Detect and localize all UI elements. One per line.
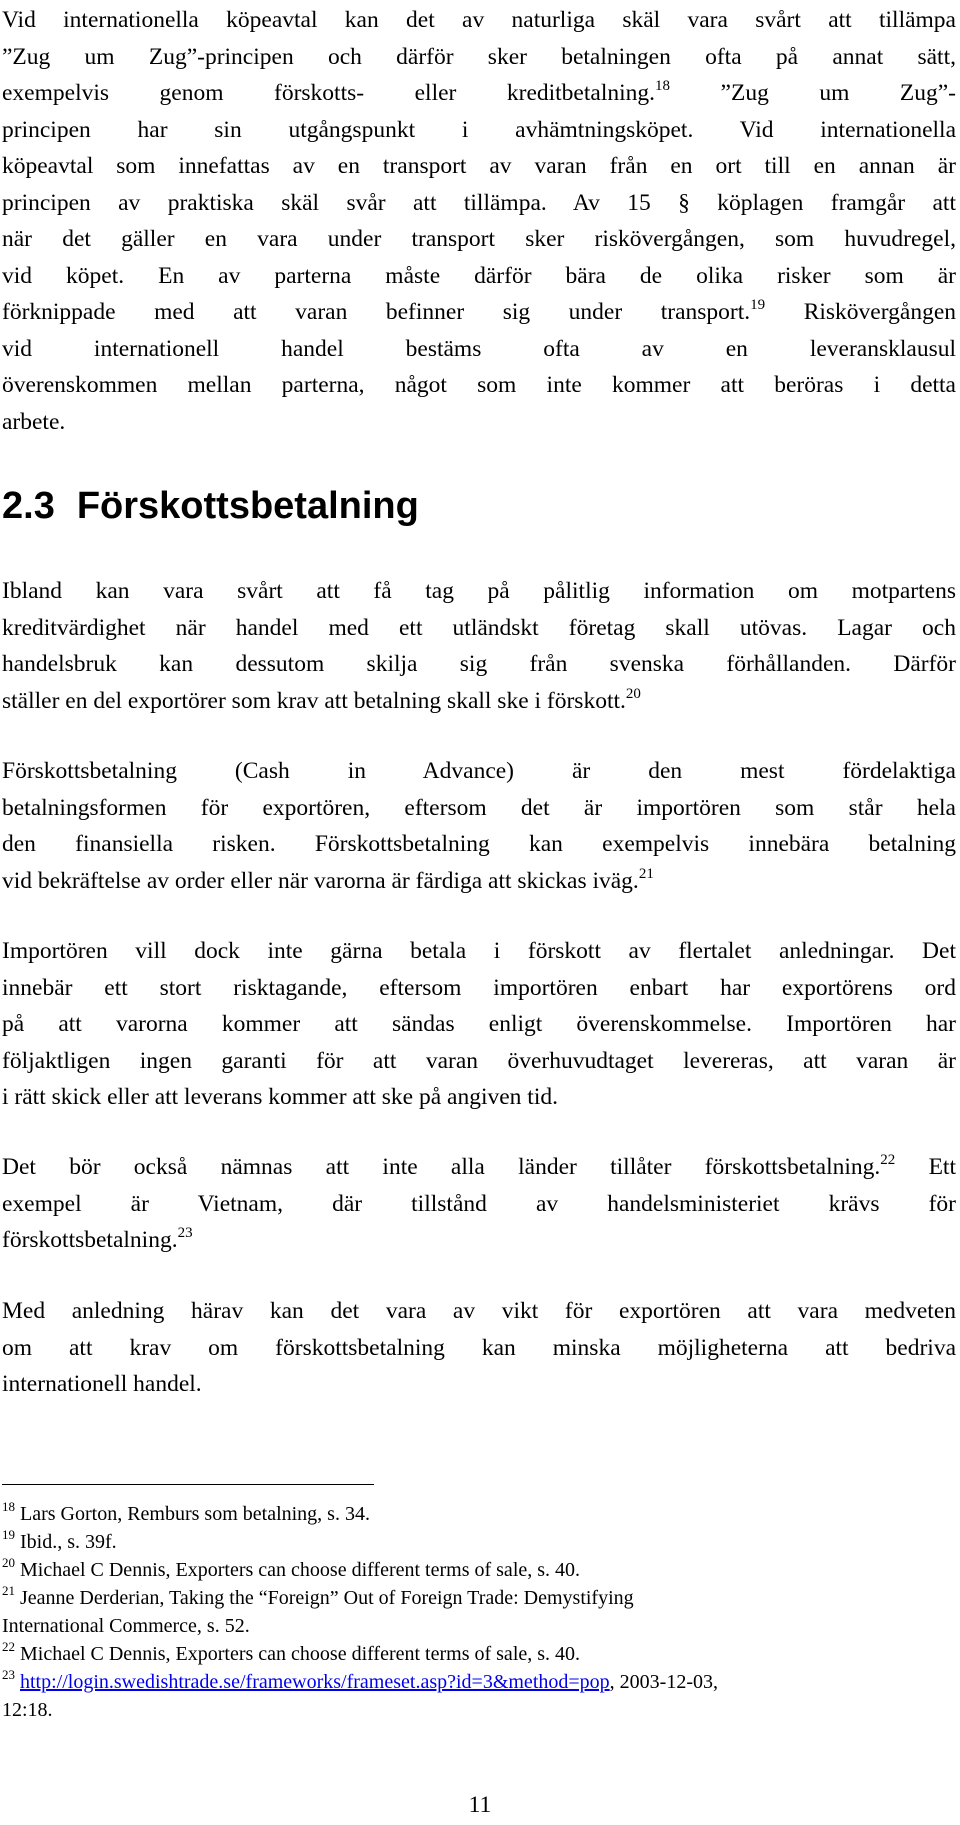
text-line: Importören vill dock inte gärna betala i förskott av flertalet anledningar. Det xyxy=(2,938,956,964)
text-line: överenskommen mellan parterna, något som inte kommer att beröras i detta xyxy=(2,372,956,398)
section-title: Förskottsbetalning xyxy=(76,485,419,527)
footnote-20: $^{20}$ Michael C Dennis, Exporters can choose different terms of sale, s. 40. xyxy=(2,1555,581,1581)
text-line: vid köpet. En av parterna måste därför bära de olika risker som är xyxy=(2,262,956,289)
text-line: vid bekräftelse av order eller när varorna är färdiga att skickas iväg.$^{21}$ xyxy=(2,865,654,894)
section-heading xyxy=(2,484,419,528)
footnote-21: $^{21}$ Jeanne Derderian, Taking the “Foreign” Out of Foreign Trade: Demystifying xyxy=(2,1583,634,1609)
text-line: exempel är Vietnam, där tillstånd av handelsministeriet krävs för xyxy=(2,1190,956,1217)
page-number: 11 xyxy=(468,1792,492,1818)
text-line: förskottsbetalning.$^{23}$ xyxy=(2,1225,193,1253)
text-line: Vid internationella köpeavtal kan det av naturliga skäl vara svårt att tillämpa xyxy=(2,7,956,33)
text-line: Ibland kan vara svårt att få tag på pålitlig information om motpartens xyxy=(2,578,956,604)
text-line: internationell handel. xyxy=(2,1371,202,1397)
text-line: på att varorna kommer att sändas enligt överenskommelse. Importören har xyxy=(2,1011,956,1037)
text-line: Med anledning härav kan det vara av vikt för exportören att vara medveten xyxy=(2,1298,956,1324)
text-line: Förskottsbetalning (Cash in Advance) är den mest fördelaktiga xyxy=(2,758,956,784)
footnote-23-continuation: 12:18. xyxy=(2,1699,53,1721)
text-line: ställer en del exportörer som krav att betalning skall ske i förskott.$^{20}$ xyxy=(2,685,641,714)
text-line: köpeavtal som innefattas av en transport av varan från en ort till en annan är xyxy=(2,153,956,179)
text-line: handelsbruk kan dessutom skilja sig från svenska förhållanden. Därför xyxy=(2,651,956,677)
footnote-ref-19: 19 xyxy=(750,297,766,314)
paragraph-2 xyxy=(2,573,956,719)
text-line: den finansiella risken. Förskottsbetalning kan exempelvis innebära betalning xyxy=(2,831,956,857)
footnote-19: $^{19}$ Ibid., s. 39f. xyxy=(2,1527,117,1553)
footnote-ref-20: 20 xyxy=(625,685,641,702)
paragraph-4 xyxy=(2,933,956,1116)
footnote-ref-18: 18 xyxy=(655,78,671,95)
paragraph-3 xyxy=(2,753,956,899)
text-line: om att krav om förskottsbetalning kan minska möjligheterna att bedriva xyxy=(2,1334,956,1361)
footnote-18: $^{18}$ Lars Gorton, Remburs som betalning, s. 34. xyxy=(2,1499,370,1525)
paragraph-6 xyxy=(2,1293,956,1403)
paragraph-5 xyxy=(2,1149,956,1259)
footnote-21-continuation: International Commerce, s. 52. xyxy=(2,1615,250,1637)
section-number: 2.3 xyxy=(2,485,55,527)
footnote-link[interactable]: http://login.swedishtrade.se/frameworks/frameset.asp?id=3&method=pop xyxy=(20,1671,610,1693)
text-line: kreditvärdighet när handel med ett utländskt företag skall utövas. Lagar och xyxy=(2,614,956,641)
footnote-ref-21: 21 xyxy=(638,865,654,882)
text-line: förknippade med att varan befinner sig under transport.$^{19}$ Riskövergången xyxy=(2,297,956,325)
text-line: när det gäller en vara under transport sker riskövergången, som huvudregel, xyxy=(2,226,956,252)
footnote-ref-23: 23 xyxy=(177,1225,193,1242)
paragraph-intro xyxy=(2,2,956,440)
text-line: exempelvis genom förskotts- eller kreditbetalning.$^{18}$ ”Zug um Zug”- xyxy=(2,78,956,106)
footnote-ref-22: 22 xyxy=(880,1152,896,1169)
text-line: principen har sin utgångspunkt i avhämtningsköpet. Vid internationella xyxy=(2,116,956,143)
footnote-23: $^{23}$ http://login.swedishtrade.se/frameworks/frameset.asp?id=3&method=pop, 2003-12-03, xyxy=(2,1667,718,1693)
text-line: vid internationell handel bestäms ofta av en leveransklausul xyxy=(2,335,956,362)
text-line: betalningsformen för exportören, eftersom det är importören som står hela xyxy=(2,794,956,821)
text-line: principen av praktiska skäl svår att tillämpa. Av 15 § köplagen framgår att xyxy=(2,189,956,216)
text-line: i rätt skick eller att leverans kommer att ske på angiven tid. xyxy=(2,1084,558,1110)
footnote-separator xyxy=(2,1484,374,1485)
text-line: följaktligen ingen garanti för att varan överhuvudtaget levereras, att varan är xyxy=(2,1047,956,1074)
text-line: Det bör också nämnas att inte alla länder tillåter förskottsbetalning.$^{22}$ Ett xyxy=(2,1152,956,1180)
footnotes xyxy=(2,1500,956,1724)
text-line: arbete. xyxy=(2,408,66,435)
text-line: innebär ett stort risktagande, eftersom importören enbart har exportörens ord xyxy=(2,974,956,1001)
footnote-22: $^{22}$ Michael C Dennis, Exporters can choose different terms of sale, s. 40. xyxy=(2,1639,581,1665)
text-line: ”Zug um Zug”-principen och därför sker betalningen ofta på annat sätt, xyxy=(2,43,956,70)
